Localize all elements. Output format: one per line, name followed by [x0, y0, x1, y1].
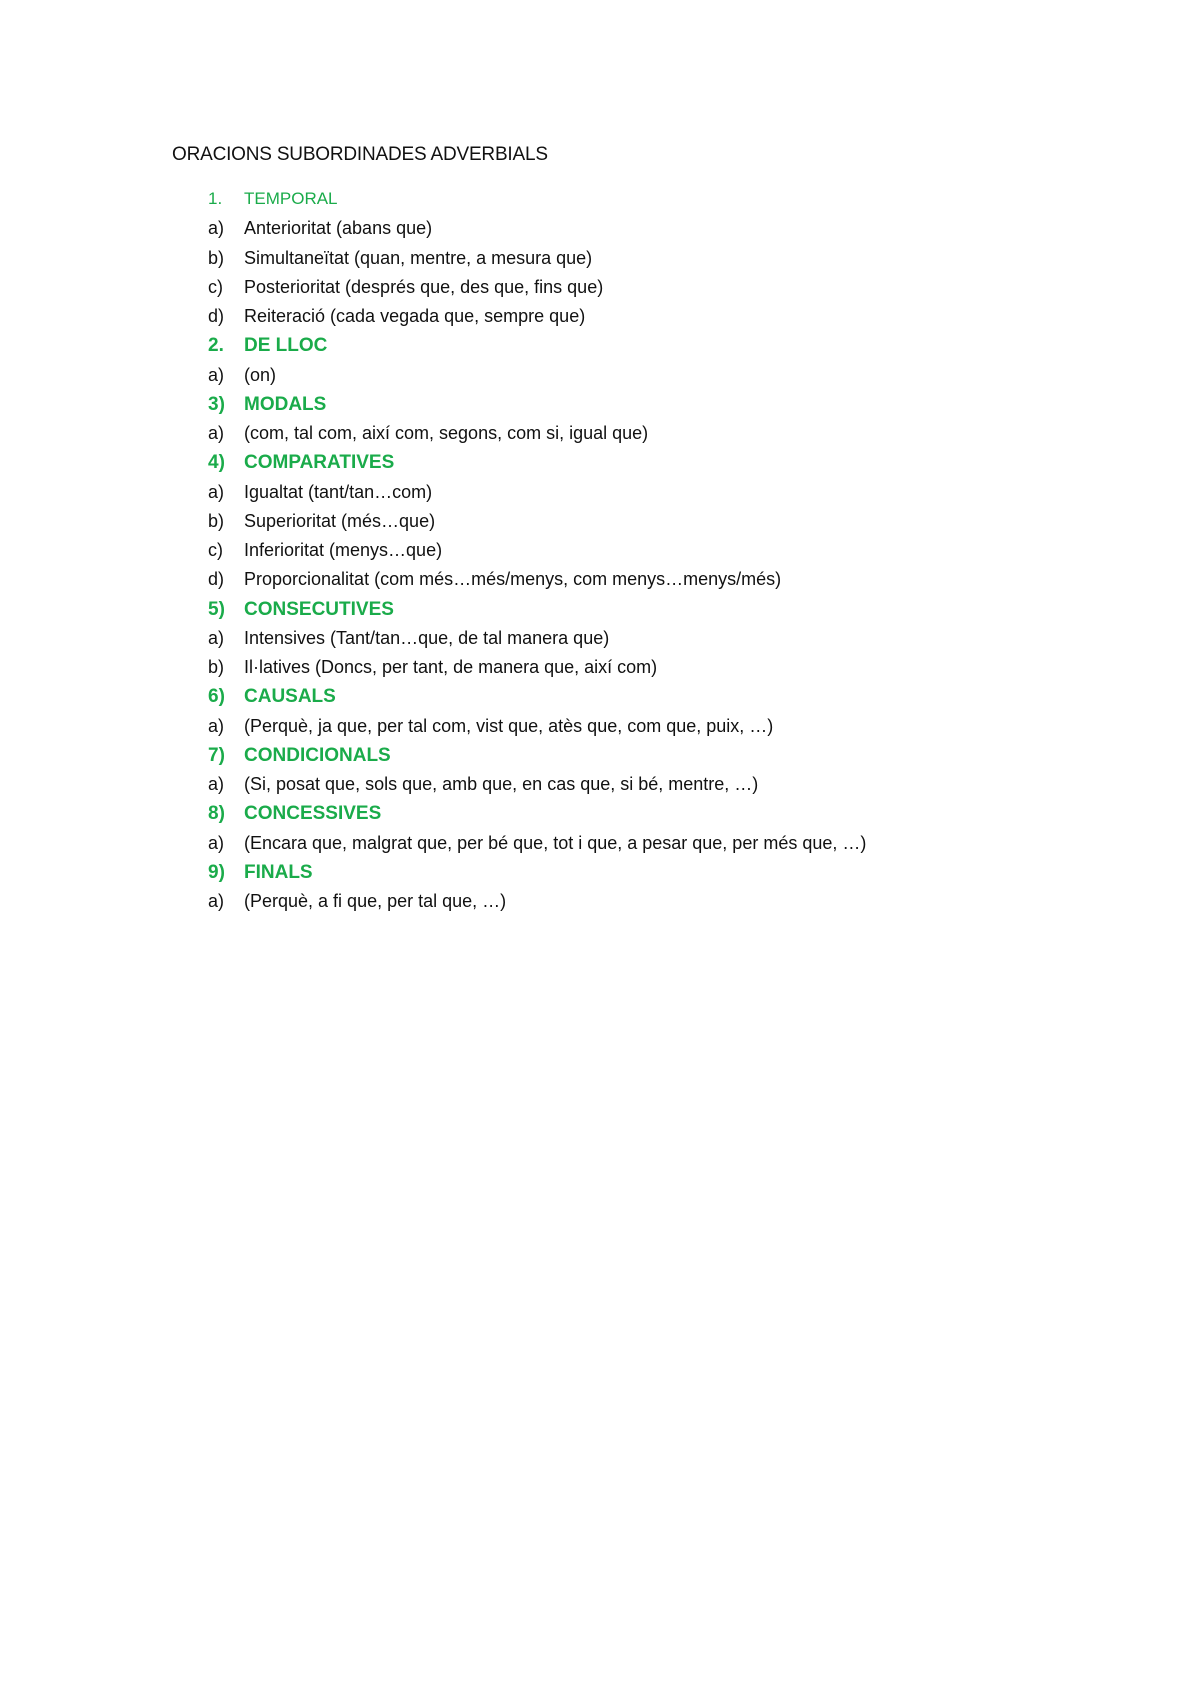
adverbial-clauses-list [208, 189, 1108, 920]
section-heading [208, 452, 1108, 481]
list-item [208, 423, 1108, 452]
section-number: 2. [208, 335, 224, 357]
item-text: Superioritat (més…que) [244, 510, 436, 531]
item-marker: c) [208, 276, 223, 297]
list-item [208, 306, 1108, 335]
item-marker: a) [208, 218, 225, 239]
list-item [208, 540, 1108, 569]
item-marker: a) [208, 891, 225, 911]
list-item [208, 248, 1108, 277]
item-marker: d) [208, 306, 225, 326]
list-item [208, 277, 1108, 306]
item-text: Il·latives (Doncs, per tant, de manera que, així com) [244, 657, 658, 677]
section-heading [208, 745, 1108, 774]
item-marker: a) [208, 774, 225, 794]
section-heading [208, 599, 1108, 628]
item-marker: a) [208, 627, 225, 648]
item-marker: b) [208, 657, 225, 677]
item-text: Proporcionalitat (com més…més/menys, com menys…menys/més) [244, 569, 782, 590]
item-marker: a) [208, 364, 225, 385]
item-text: Inferioritat (menys…que) [244, 540, 443, 560]
item-marker: b) [208, 510, 225, 531]
list-item [208, 511, 1108, 540]
section-label: TEMPORAL [244, 189, 338, 208]
item-text: Igualtat (tant/tan…com) [244, 481, 433, 502]
section-label: CONDICIONALS [244, 744, 391, 766]
item-marker: a) [208, 832, 225, 853]
item-marker: a) [208, 715, 225, 736]
section-label: COMPARATIVES [244, 452, 395, 474]
list-item [208, 657, 1108, 686]
item-text: (Encara que, malgrat que, per bé que, tot i que, a pesar que, per més que, …) [244, 832, 867, 853]
item-marker: c) [208, 540, 223, 560]
section-label: CONCESSIVES [244, 803, 382, 825]
section-number: 7) [208, 744, 225, 766]
section-number: 4) [208, 452, 225, 474]
item-text: (com, tal com, així com, segons, com si, igual que) [244, 423, 649, 443]
item-text: (on) [244, 364, 277, 385]
list-item [208, 628, 1108, 657]
section-number: 3) [208, 393, 225, 415]
section-heading [208, 686, 1108, 715]
section-heading [208, 803, 1108, 832]
list-item [208, 833, 1108, 862]
section-number: 8) [208, 803, 225, 825]
item-text: (Perquè, ja que, per tal com, vist que, atès que, com que, puix, …) [244, 715, 774, 736]
list-item [208, 218, 1108, 247]
item-text: Posterioritat (després que, des que, fins que) [244, 276, 604, 297]
list-item [208, 891, 1108, 920]
list-item [208, 716, 1108, 745]
section-label: DE LLOC [244, 335, 328, 357]
item-text: (Perquè, a fi que, per tal que, …) [244, 891, 507, 911]
section-number: 9) [208, 861, 225, 883]
section-heading [208, 189, 1108, 218]
item-text: Simultaneïtat (quan, mentre, a mesura que) [244, 247, 593, 268]
item-marker: b) [208, 247, 225, 268]
item-text: (Si, posat que, sols que, amb que, en cas que, si bé, mentre, …) [244, 774, 759, 794]
section-number: 6) [208, 686, 225, 708]
section-number: 1. [208, 189, 223, 208]
section-number: 5) [208, 598, 225, 620]
section-label: CONSECUTIVES [244, 598, 394, 620]
document-title: ORACIONS SUBORDINADES ADVERBIALS [172, 144, 548, 165]
item-text: Intensives (Tant/tan…que, de tal manera que) [244, 627, 610, 648]
list-item [208, 569, 1108, 598]
item-marker: a) [208, 423, 225, 443]
list-item [208, 365, 1108, 394]
section-heading [208, 862, 1108, 891]
list-item [208, 482, 1108, 511]
section-label: CAUSALS [244, 686, 336, 708]
section-label: FINALS [244, 861, 313, 883]
item-text: Reiteració (cada vegada que, sempre que) [244, 306, 586, 326]
list-item [208, 774, 1108, 803]
item-marker: a) [208, 481, 225, 502]
item-text: Anterioritat (abans que) [244, 218, 433, 239]
item-marker: d) [208, 569, 225, 590]
section-heading [208, 335, 1108, 364]
section-heading [208, 394, 1108, 423]
section-label: MODALS [244, 393, 327, 415]
